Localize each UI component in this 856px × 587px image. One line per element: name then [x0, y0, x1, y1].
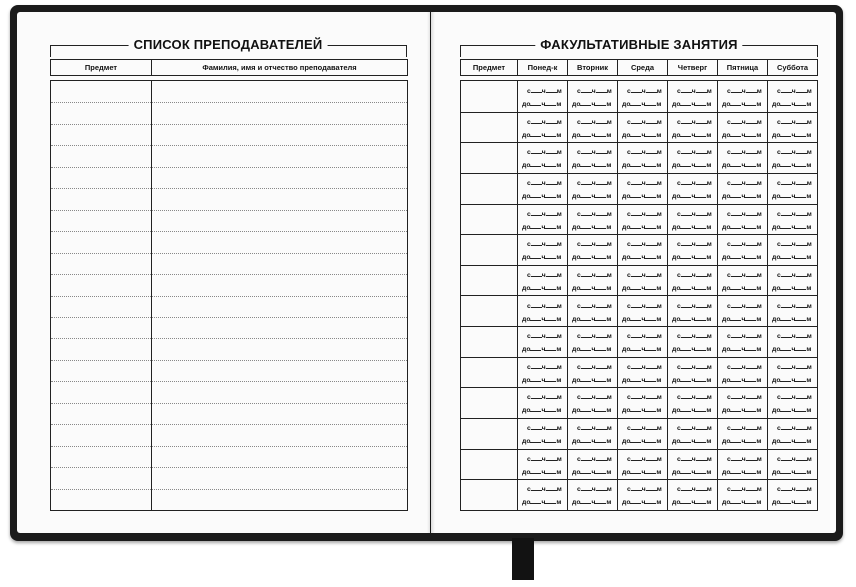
time-slot[interactable]: с ч м до ч м — [572, 486, 612, 507]
time-slot[interactable]: с ч м до ч м — [672, 149, 712, 170]
time-slot[interactable]: с ч м до ч м — [622, 88, 662, 108]
bookmark-ribbon[interactable] — [512, 538, 534, 580]
column-header-monday: Понед-к — [518, 60, 568, 75]
time-slot[interactable]: с ч м до ч м — [622, 118, 662, 139]
time-slot[interactable]: с ч м до ч м — [772, 486, 812, 507]
time-slot[interactable]: с ч м до ч м — [722, 88, 762, 108]
column-header-friday: Пятница — [718, 60, 768, 75]
time-slot[interactable]: с ч м до ч м — [522, 363, 562, 384]
time-slot[interactable]: с ч м до ч м — [772, 179, 812, 200]
time-slot[interactable]: с ч м до ч м — [522, 118, 562, 139]
teacher-row[interactable] — [51, 81, 407, 490]
time-slot[interactable]: с ч м до ч м — [622, 425, 662, 446]
time-slot[interactable]: с ч м до ч м — [522, 88, 562, 108]
time-slot[interactable]: с ч м до ч м — [622, 149, 662, 170]
time-slot[interactable]: с ч м до ч м — [672, 333, 712, 354]
time-slot[interactable]: с ч м до ч м — [772, 210, 812, 231]
time-slot[interactable]: с ч м до ч м — [572, 88, 612, 108]
left-page-title: СПИСОК ПРЕПОДАВАТЕЛЕЙ — [129, 37, 328, 52]
time-slot[interactable]: с ч м до ч м — [572, 179, 612, 200]
time-slot[interactable]: с ч м до ч м — [672, 210, 712, 231]
time-slot[interactable]: с ч м до ч м — [772, 88, 812, 108]
time-slot[interactable]: с ч м до ч м — [622, 241, 662, 262]
time-slot[interactable]: с ч м до ч м — [772, 455, 812, 476]
left-table-header — [50, 59, 408, 76]
time-slot[interactable]: с ч м до ч м — [722, 455, 762, 476]
time-slot[interactable]: с ч м до ч м — [522, 333, 562, 354]
time-slot[interactable]: с ч м до ч м — [522, 486, 562, 507]
time-slot[interactable]: с ч м до ч м — [672, 394, 712, 415]
time-slot[interactable]: с ч м до ч м — [672, 88, 712, 108]
column-header-tuesday: Вторник — [568, 60, 618, 75]
time-slot[interactable]: с ч м до ч м — [672, 363, 712, 384]
time-slot[interactable]: с ч м до ч м — [722, 271, 762, 292]
right-page-title: ФАКУЛЬТАТИВНЫЕ ЗАНЯТИЯ — [535, 37, 742, 52]
time-slot[interactable]: с ч м до ч м — [722, 363, 762, 384]
time-slot[interactable]: с ч м до ч м — [772, 394, 812, 415]
time-slot[interactable]: с ч м до ч м — [772, 118, 812, 139]
time-slot[interactable]: с ч м до ч м — [672, 425, 712, 446]
time-slot[interactable]: с ч м до ч м — [722, 149, 762, 170]
column-header-subject: Предмет — [461, 60, 518, 75]
page-spine — [427, 12, 435, 533]
time-slot[interactable]: с ч м до ч м — [522, 302, 562, 323]
time-slot[interactable]: с ч м до ч м — [572, 149, 612, 170]
left-title-tick-end — [406, 45, 407, 57]
time-slot[interactable]: с ч м до ч м — [522, 271, 562, 292]
column-header-thursday: Четверг — [668, 60, 718, 75]
time-slot[interactable]: с ч м до ч м — [572, 118, 612, 139]
column-header-saturday: Суббота — [776, 63, 809, 72]
time-slot[interactable]: с ч м до ч м — [672, 118, 712, 139]
column-header-subject: Предмет — [51, 60, 152, 75]
column-header-teacher-name: Фамилия, имя и отчество преподавателя — [202, 63, 357, 72]
time-slot[interactable]: с ч м до ч м — [572, 241, 612, 262]
time-slot[interactable]: с ч м до ч м — [772, 333, 812, 354]
time-slot[interactable]: с ч м до ч м — [622, 363, 662, 384]
time-slot[interactable]: с ч м до ч м — [622, 271, 662, 292]
time-slot[interactable]: с ч м до ч м — [622, 486, 662, 507]
time-slot[interactable]: с ч м до ч м — [672, 241, 712, 262]
time-slot[interactable]: с ч м до ч м — [772, 302, 812, 323]
time-slot[interactable]: с ч м до ч м — [572, 394, 612, 415]
time-slot[interactable]: с ч м до ч м — [522, 149, 562, 170]
right-table-header — [460, 59, 818, 76]
time-slot[interactable]: с ч м до ч м — [722, 241, 762, 262]
time-slot[interactable]: с ч м до ч м — [522, 179, 562, 200]
right-title-tick-end — [817, 45, 818, 57]
time-slot[interactable]: с ч м до ч м — [522, 210, 562, 231]
time-slot[interactable]: с ч м до ч м — [622, 394, 662, 415]
time-slot[interactable]: с ч м до ч м — [622, 302, 662, 323]
column-header-wednesday: Среда — [618, 60, 668, 75]
time-slot[interactable]: с ч м до ч м — [672, 271, 712, 292]
time-slot[interactable]: с ч м до ч м — [572, 210, 612, 231]
time-slot[interactable]: с ч м до ч м — [672, 455, 712, 476]
time-slot[interactable]: с ч м до ч м — [772, 149, 812, 170]
time-slot[interactable]: с ч м до ч м — [672, 179, 712, 200]
teachers-table — [50, 80, 408, 511]
time-slot[interactable]: с ч м до ч м — [722, 179, 762, 200]
time-slot[interactable]: с ч м до ч м — [622, 179, 662, 200]
time-slot[interactable]: с ч м до ч м — [572, 333, 612, 354]
time-slot[interactable]: с ч м до ч м — [722, 118, 762, 139]
time-slot[interactable]: с ч м до ч м — [722, 394, 762, 415]
time-slot[interactable]: с ч м до ч м — [572, 271, 612, 292]
time-slot[interactable]: с ч м до ч м — [522, 425, 562, 446]
time-slot[interactable]: с ч м до ч м — [622, 210, 662, 231]
time-slot[interactable]: с ч м до ч м — [722, 210, 762, 231]
time-slot[interactable]: с ч м до ч м — [672, 302, 712, 323]
time-slot[interactable]: с ч м до ч м — [722, 425, 762, 446]
time-slot[interactable]: с ч м до ч м — [522, 455, 562, 476]
time-slot[interactable]: с ч м до ч м — [572, 302, 612, 323]
time-slot[interactable]: с ч м до ч м — [772, 241, 812, 262]
time-slot[interactable]: с ч м до ч м — [772, 425, 812, 446]
time-slot[interactable]: с ч м до ч м — [572, 455, 612, 476]
time-slot[interactable]: с ч м до ч м — [572, 363, 612, 384]
time-slot[interactable]: с ч м до ч м — [522, 241, 562, 262]
time-slot[interactable]: с ч м до ч м — [722, 333, 762, 354]
time-slot[interactable]: с ч м до ч м — [672, 486, 712, 507]
time-slot[interactable]: с ч м до ч м — [722, 302, 762, 323]
time-slot[interactable]: с ч м до ч м — [522, 394, 562, 415]
time-slot[interactable]: с ч м до ч м — [572, 425, 612, 446]
time-slot[interactable]: с ч м до ч м — [622, 333, 662, 354]
left-title-tick-start — [50, 45, 51, 57]
time-slot[interactable]: с ч м до ч м — [722, 486, 762, 507]
time-slot[interactable]: с ч м до ч м — [772, 363, 812, 384]
electives-table — [460, 80, 818, 511]
right-title-tick-start — [460, 45, 461, 57]
time-slot[interactable]: с ч м до ч м — [622, 455, 662, 476]
time-slot[interactable]: с ч м до ч м — [772, 271, 812, 292]
